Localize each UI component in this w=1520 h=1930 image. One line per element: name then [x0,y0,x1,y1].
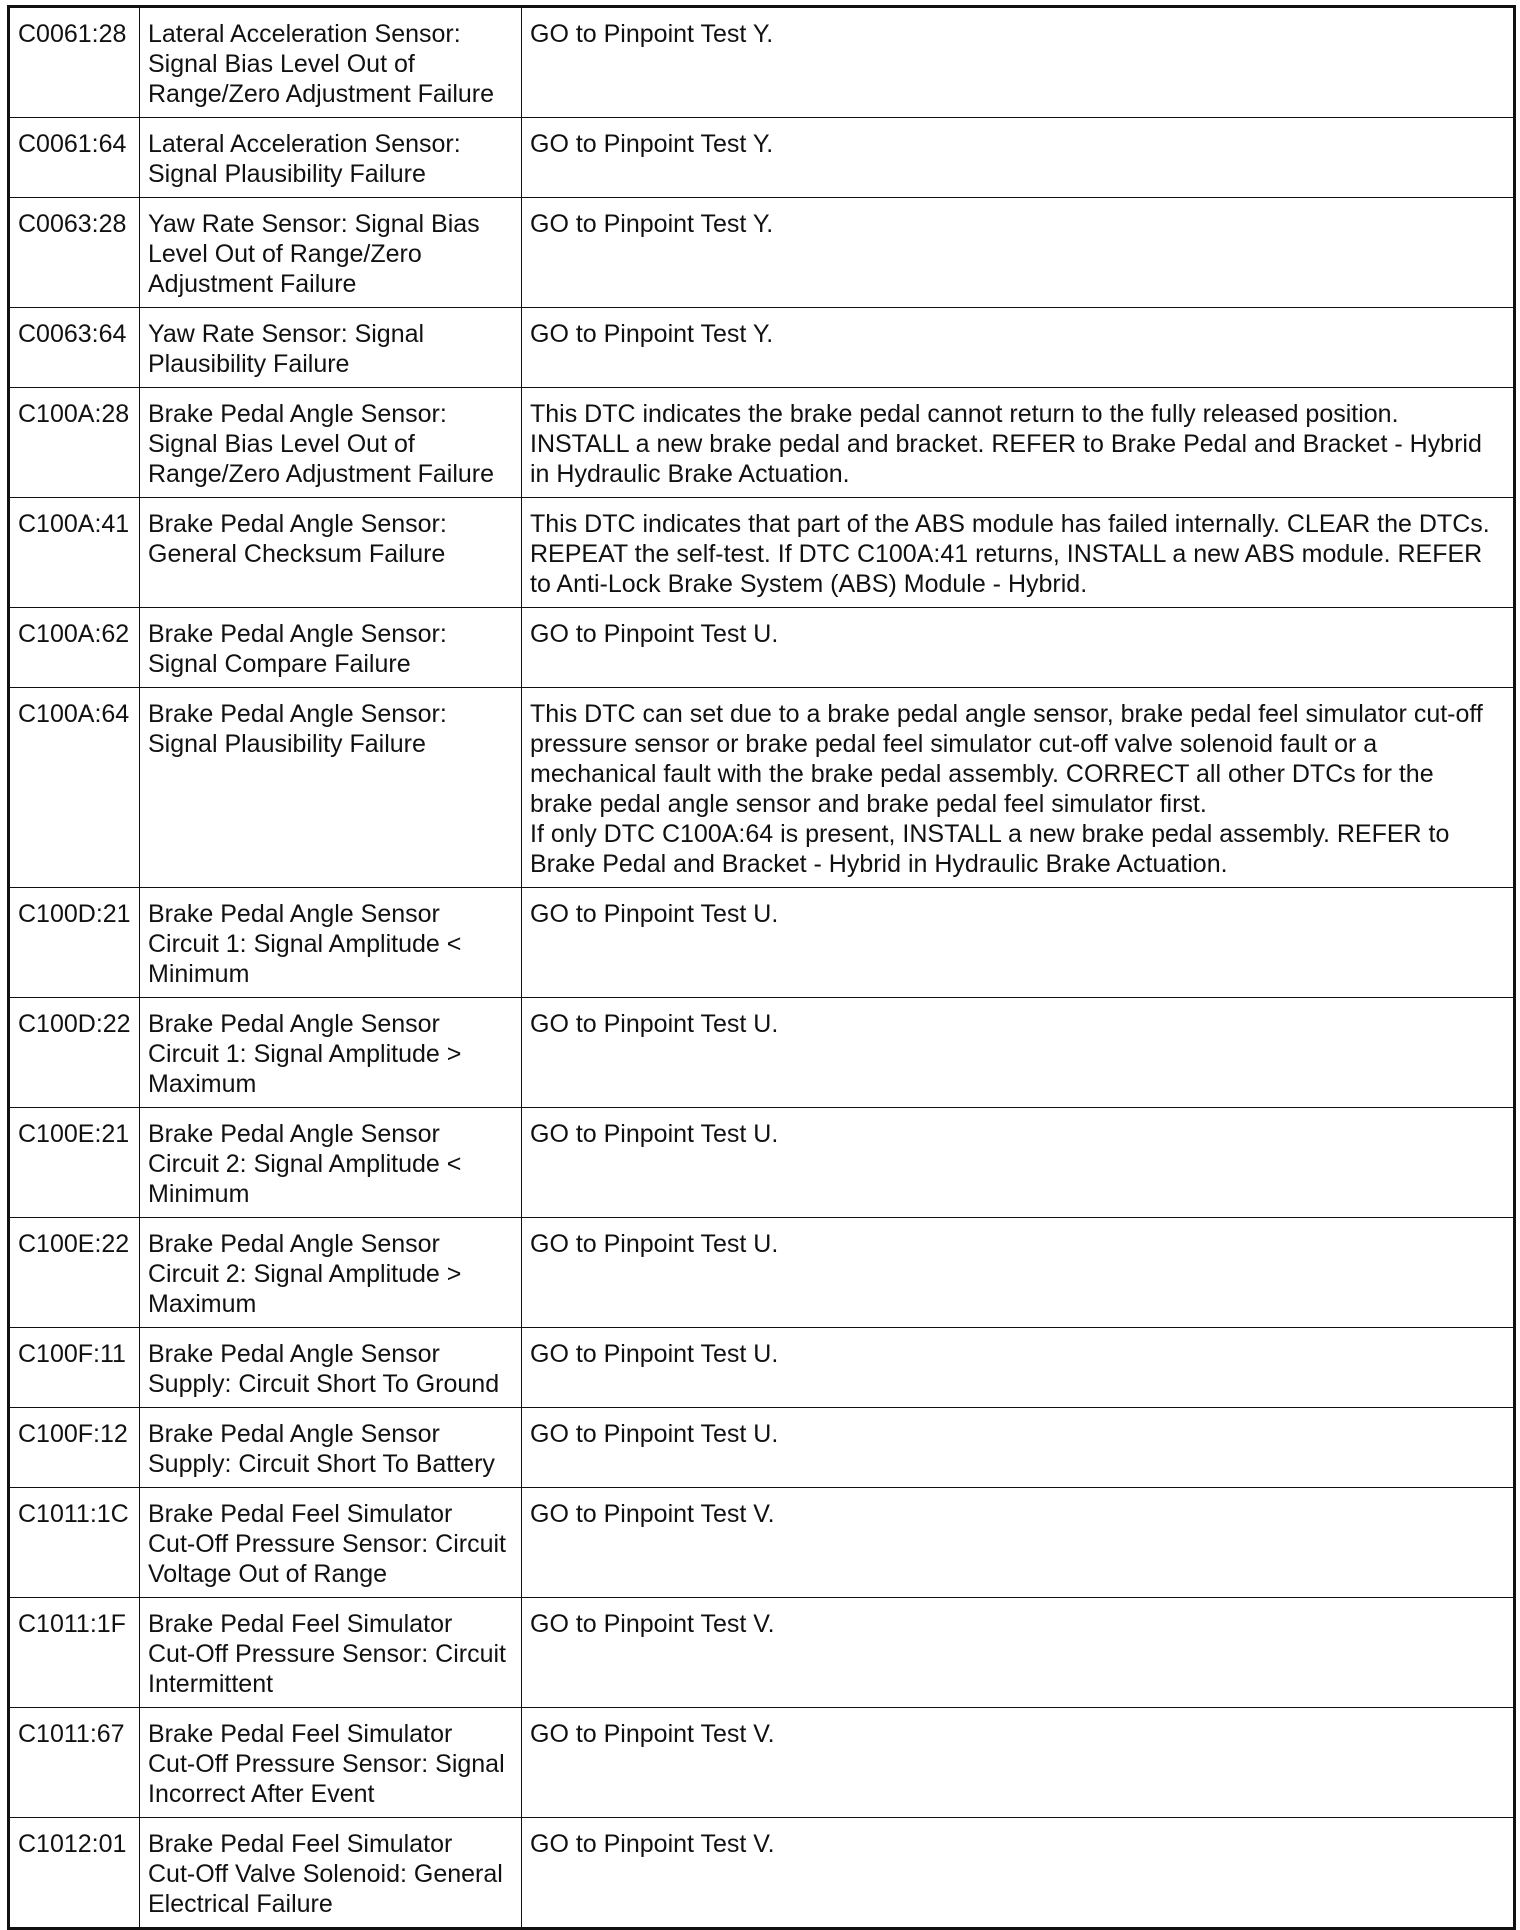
dtc-code-cell: C100A:41 [9,498,140,608]
dtc-action-cell: This DTC indicates that part of the ABS module has failed internally. CLEAR the DTCs. REPEAT the self-test. If DTC C100A:41 returns, INSTALL a new ABS module. REFER to Anti-Lock Brake System (ABS) Module - Hybrid. [522,498,1515,608]
dtc-code-cell: C100E:22 [9,1218,140,1328]
table-row [9,7,1515,118]
dtc-action-cell: GO to Pinpoint Test U. [522,888,1515,998]
dtc-table [7,5,1516,1930]
dtc-description-cell: Brake Pedal Feel Simulator Cut-Off Pressure Sensor: Circuit Intermittent [140,1598,522,1708]
dtc-code-cell: C0063:28 [9,198,140,308]
dtc-description-cell: Brake Pedal Feel Simulator Cut-Off Pressure Sensor: Signal Incorrect After Event [140,1708,522,1818]
dtc-code-cell: C0063:64 [9,308,140,388]
dtc-description-cell: Brake Pedal Angle Sensor: Signal Bias Level Out of Range/Zero Adjustment Failure [140,388,522,498]
table-row [9,888,1515,998]
dtc-code-cell: C100F:11 [9,1328,140,1408]
dtc-action-cell: GO to Pinpoint Test V. [522,1818,1515,1929]
dtc-action-cell: GO to Pinpoint Test U. [522,608,1515,688]
dtc-table-body [9,7,1515,1929]
table-row [9,1818,1515,1929]
dtc-description-cell: Brake Pedal Angle Sensor Circuit 1: Signal Amplitude < Minimum [140,888,522,998]
dtc-action-cell: GO to Pinpoint Test V. [522,1598,1515,1708]
dtc-action-cell: GO to Pinpoint Test V. [522,1488,1515,1598]
table-row [9,1328,1515,1408]
dtc-action-cell: GO to Pinpoint Test U. [522,1328,1515,1408]
dtc-action-cell: GO to Pinpoint Test U. [522,1408,1515,1488]
dtc-code-cell: C100D:21 [9,888,140,998]
table-row [9,498,1515,608]
dtc-code-cell: C100A:64 [9,688,140,888]
dtc-code-cell: C100A:62 [9,608,140,688]
dtc-description-cell: Brake Pedal Angle Sensor Circuit 2: Signal Amplitude > Maximum [140,1218,522,1328]
dtc-description-cell: Lateral Acceleration Sensor: Signal Bias Level Out of Range/Zero Adjustment Failure [140,7,522,118]
dtc-code-cell: C100D:22 [9,998,140,1108]
dtc-description-cell: Lateral Acceleration Sensor: Signal Plausibility Failure [140,118,522,198]
dtc-code-cell: C100F:12 [9,1408,140,1488]
dtc-description-cell: Brake Pedal Angle Sensor Circuit 2: Signal Amplitude < Minimum [140,1108,522,1218]
dtc-action-cell: GO to Pinpoint Test V. [522,1708,1515,1818]
dtc-code-cell: C100A:28 [9,388,140,498]
table-row [9,1708,1515,1818]
dtc-action-cell: GO to Pinpoint Test Y. [522,308,1515,388]
dtc-action-cell: GO to Pinpoint Test U. [522,1218,1515,1328]
table-row [9,118,1515,198]
dtc-code-cell: C1012:01 [9,1818,140,1929]
dtc-code-cell: C0061:28 [9,7,140,118]
dtc-code-cell: C1011:1C [9,1488,140,1598]
dtc-description-cell: Brake Pedal Angle Sensor: General Checksum Failure [140,498,522,608]
dtc-action-cell: GO to Pinpoint Test Y. [522,118,1515,198]
dtc-code-cell: C0061:64 [9,118,140,198]
dtc-action-cell: GO to Pinpoint Test Y. [522,198,1515,308]
dtc-code-cell: C100E:21 [9,1108,140,1218]
dtc-description-cell: Yaw Rate Sensor: Signal Plausibility Failure [140,308,522,388]
table-row [9,1108,1515,1218]
table-row [9,998,1515,1108]
table-row [9,1598,1515,1708]
table-row [9,198,1515,308]
dtc-action-cell: GO to Pinpoint Test U. [522,1108,1515,1218]
table-row [9,1488,1515,1598]
dtc-description-cell: Yaw Rate Sensor: Signal Bias Level Out of Range/Zero Adjustment Failure [140,198,522,308]
dtc-action-cell: This DTC indicates the brake pedal cannot return to the fully released position. INSTALL a new brake pedal and bracket. REFER to Brake Pedal and Bracket - Hybrid in Hydraulic Brake Actuation. [522,388,1515,498]
dtc-code-cell: C1011:1F [9,1598,140,1708]
dtc-action-cell: GO to Pinpoint Test Y. [522,7,1515,118]
table-row [9,688,1515,888]
dtc-description-cell: Brake Pedal Angle Sensor: Signal Compare Failure [140,608,522,688]
table-row [9,388,1515,498]
table-row [9,608,1515,688]
dtc-action-cell: This DTC can set due to a brake pedal angle sensor, brake pedal feel simulator cut-off pressure sensor or brake pedal feel simulator cut-off valve solenoid fault or a mechanical fault with the brake pedal assembly. CORRECT all other DTCs for the brake pedal angle sensor and brake pedal feel simulator first. If only DTC C100A:64 is present, INSTALL a new brake pedal assembly. REFER to Brake Pedal and Bracket - Hybrid in Hydraulic Brake Actuation. [522,688,1515,888]
dtc-description-cell: Brake Pedal Feel Simulator Cut-Off Pressure Sensor: Circuit Voltage Out of Range [140,1488,522,1598]
dtc-description-cell: Brake Pedal Angle Sensor: Signal Plausibility Failure [140,688,522,888]
table-row [9,1408,1515,1488]
table-row [9,308,1515,388]
dtc-description-cell: Brake Pedal Angle Sensor Circuit 1: Signal Amplitude > Maximum [140,998,522,1108]
dtc-description-cell: Brake Pedal Angle Sensor Supply: Circuit Short To Battery [140,1408,522,1488]
dtc-description-cell: Brake Pedal Feel Simulator Cut-Off Valve Solenoid: General Electrical Failure [140,1818,522,1929]
dtc-description-cell: Brake Pedal Angle Sensor Supply: Circuit Short To Ground [140,1328,522,1408]
dtc-action-cell: GO to Pinpoint Test U. [522,998,1515,1108]
dtc-code-cell: C1011:67 [9,1708,140,1818]
table-row [9,1218,1515,1328]
